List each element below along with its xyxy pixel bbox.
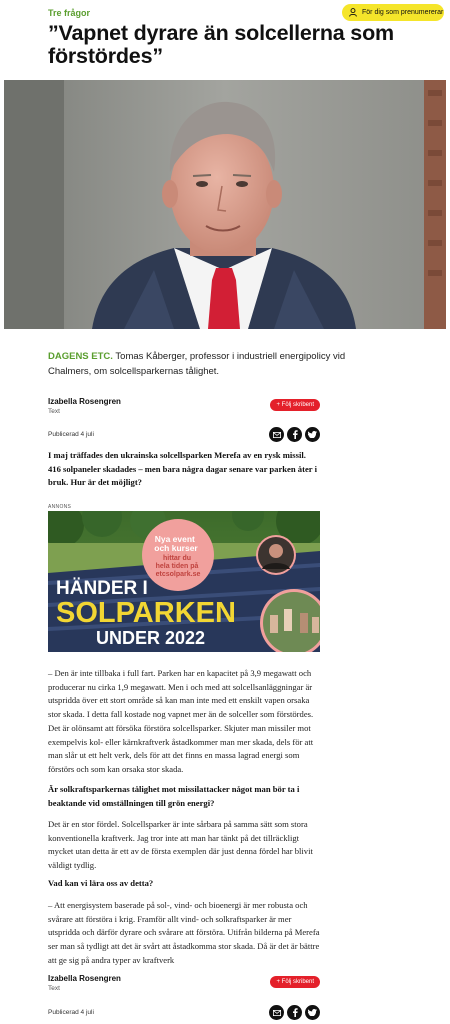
article-paragraph-1: – Den är inte tillbaka i full fart. Parken har en kapacitet på 3,9 megawatt och producerar nu cirka 1,9 megawatt. Men i och med att solcellsanläggningar är utspridda över ett stort område så kan man inte med ett enskilt vapen orsaka stor skada. I detta fall kostade nog vapnet mer än de solceller som förstördes. Det är olönsamt att försöka förstöra solcellsparker. Skjuter man missiler mot exempelvis kol- eller kärnkraftverk åstadkommer man mer skada, dels för att man slår ut ett helt verk, dels för att det finns en massa lagrad energi som förstörs och som kan orsaka stor skada.	[48, 668, 314, 774]
author-role: Text	[48, 408, 60, 415]
facebook-icon	[292, 430, 298, 439]
svg-text:Nya event och kurser	[154, 534, 198, 553]
email-share-button-bottom[interactable]	[269, 1005, 284, 1020]
author-name[interactable]: Izabella Rosengren	[48, 397, 121, 406]
ad-headline-2: SOLPARKEN	[56, 597, 236, 629]
twitter-icon	[308, 1009, 317, 1016]
author-name-bottom[interactable]: Izabella Rosengren	[48, 974, 121, 983]
author-role-bottom: Text	[48, 985, 60, 992]
share-buttons	[269, 427, 320, 442]
follow-writer-button-bottom[interactable]: + Följ skribent	[270, 976, 320, 988]
ad-bubble-line-3: hittar du	[163, 555, 192, 562]
article-paragraph-2: Det är en stor fördel. Solcellsparker är inte sårbara på samma sätt som stora konventionella kraftverk. Jag tror inte att man har tänkt på det tillräckligt mycket utan detta är ett av de första exemplen där just denna fördel har blivit väldigt tydlig.	[48, 819, 313, 871]
twitter-share-button[interactable]	[305, 427, 320, 442]
subscriber-badge-label: För dig som prenumererar	[362, 9, 444, 16]
lede-brand: DAGENS ETC.	[48, 351, 113, 362]
ad-headline-3: UNDER 2022	[96, 628, 206, 648]
twitter-share-button-bottom[interactable]	[305, 1005, 320, 1020]
ad-headline-1: HÄNDER I	[56, 578, 148, 599]
solpark-ad-banner[interactable]	[48, 511, 320, 652]
publish-row-bottom	[48, 1005, 320, 1021]
article-question-2: Är solkraftsparkernas tålighet mot missilattacker något man bör ta i beaktande vid omställningen till grön energi?	[48, 784, 300, 808]
article-paragraph-3: – Att energisystem baserade på sol-, vind- och bioenergi är mer robusta och svårare att förstöra i krig. Framför allt vind- och solkraftsparker är mer utspridda och därför dyrare och svårare att förstöra. Utifrån bilderna på Merefa ser man så tydligt att det är svårt att åstadkomma stor skada. Då är det är bättre att ge sig på andra typer av kraftverk	[48, 900, 320, 965]
publish-date-bottom: Publicerad 4 juli	[48, 1009, 94, 1016]
follow-writer-button[interactable]: + Följ skribent	[270, 399, 320, 411]
facebook-share-button[interactable]	[287, 427, 302, 442]
ad-bubble-line-4: hela tiden på	[155, 563, 199, 570]
article-kicker[interactable]: Tre frågor	[48, 8, 91, 18]
facebook-icon	[292, 1008, 298, 1017]
facebook-share-button-bottom[interactable]	[287, 1005, 302, 1020]
publish-row	[48, 427, 320, 443]
twitter-icon	[308, 431, 317, 438]
hero-photo	[4, 80, 446, 329]
lede-text: Tomas Kåberger, professor i industriell energipolicy vid Chalmers, om solcellsparkernas tålighet.	[48, 351, 346, 377]
share-buttons-bottom	[269, 1005, 320, 1020]
user-icon	[349, 8, 357, 17]
article-header	[0, 0, 450, 80]
author-byline-bottom	[48, 974, 320, 998]
article-intro: I maj träffades den ukrainska solcellsparken Merefa av en rysk missil. 416 solpaneler skadades – men bara några dagar senare var parken åter i bruk. Hur är det möjligt?	[48, 450, 317, 488]
email-icon	[273, 1010, 281, 1016]
ad-bubble-line-5: etcsolpark.se	[155, 571, 201, 578]
ad-bubble-line-2: och kurser	[154, 543, 198, 553]
article-lede	[48, 349, 348, 379]
ad-label: ANNONS	[48, 504, 72, 510]
ad-bubble-line-1: Nya event	[154, 534, 195, 544]
email-icon	[273, 432, 281, 438]
article-question-3: Vad kan vi lära oss av detta?	[48, 878, 154, 888]
article-title: ”Vapnet dyrare än solcellerna som förstördes”	[48, 21, 394, 68]
publish-date: Publicerad 4 juli	[48, 431, 94, 438]
author-byline	[48, 397, 320, 421]
email-share-button[interactable]	[269, 427, 284, 442]
subscriber-badge-button[interactable]	[342, 4, 444, 21]
